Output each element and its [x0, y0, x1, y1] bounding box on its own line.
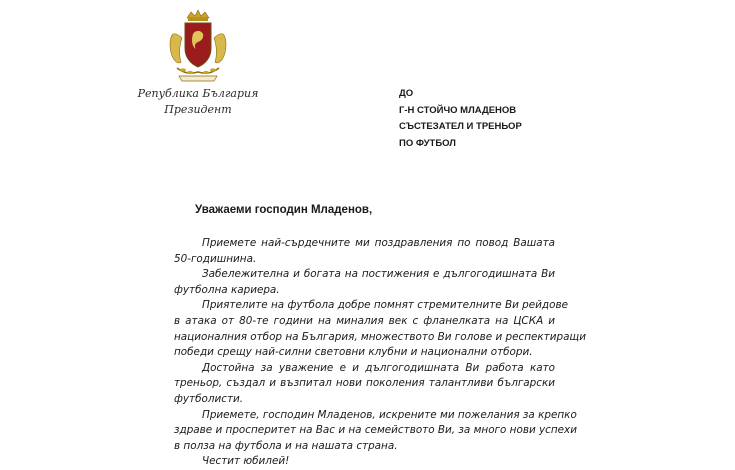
body-line: победи срещу най-силни световни клубни и национални отбори. — [174, 346, 533, 359]
recipient-line: ПО ФУТБОЛ — [399, 137, 456, 149]
body-line: Приятелите на футбола добре помнят стремителните Ви рейдове — [202, 299, 568, 312]
body-line: футболисти. — [174, 392, 244, 405]
salutation: Уважаеми господин Младенов, — [195, 204, 373, 216]
body-line: в полза на футбола и на нашата страна. — [174, 439, 398, 452]
body-line: Забележителна и богата на постижения е дългогодишната Ви — [202, 268, 555, 281]
body-line: националния отбор на България, множеството Ви голове и респектиращи — [174, 330, 586, 343]
closing-line: Честит юбилей! — [202, 455, 290, 468]
coat-of-arms-icon — [163, 8, 233, 84]
body-line: здраве и просперитет на Вас и на семейството Ви, за много нови успехи — [174, 424, 577, 437]
body-line: в атака от 80-те години на миналия век с фланелката на ЦСКА и — [174, 314, 555, 327]
letterhead — [136, 8, 260, 118]
recipient-line: СЪСТЕЗАТЕЛ И ТРЕНЬОР — [399, 121, 522, 132]
letterhead-country: Република България — [137, 87, 259, 100]
recipient-block — [399, 86, 522, 152]
letterhead-title: Президент — [164, 103, 232, 116]
recipient-line: ДО — [399, 88, 414, 99]
body-line: 50-годишнина. — [174, 252, 257, 265]
body-line: треньор, създал и възпитал нови поколения талантливи български — [174, 377, 555, 390]
recipient-line: Г-Н СТОЙЧО МЛАДЕНОВ — [399, 104, 517, 116]
body-line: Достойна за уважение е и дългогодишната Ви работа като — [202, 361, 555, 374]
body-line: футболна кариера. — [174, 283, 280, 296]
body-line: Приемете, господин Младенов, искрените ми пожелания за крепко — [202, 408, 577, 421]
letter-body — [174, 236, 586, 470]
body-line: Приемете най-сърдечните ми поздравления по повод Вашата — [202, 237, 555, 249]
